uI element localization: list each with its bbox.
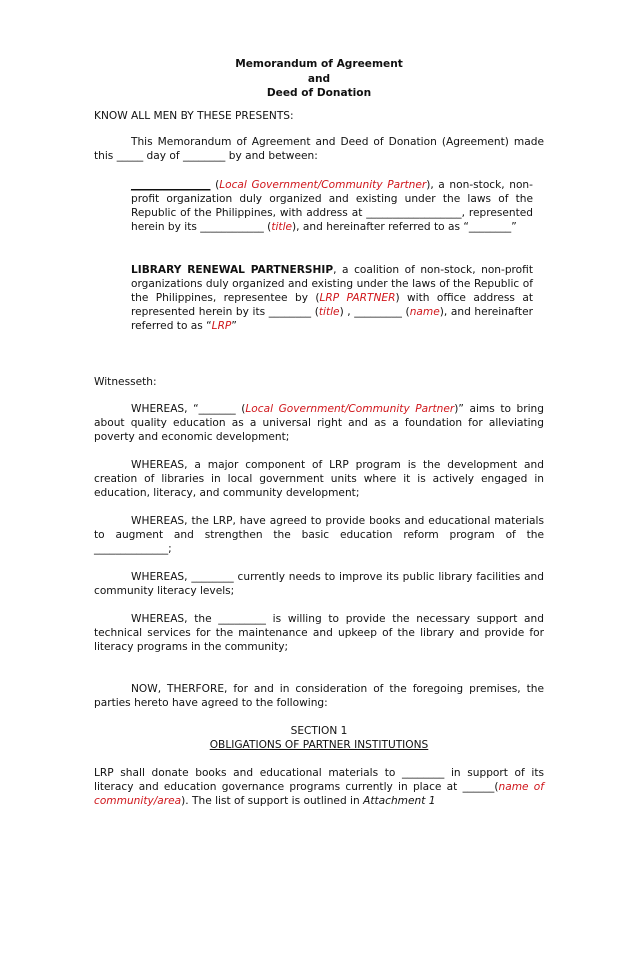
intro-paragraph	[94, 135, 544, 163]
attachment-reference: Attachment 1	[363, 794, 436, 807]
whereas1-text-1: WHEREAS, “_______ (	[131, 402, 246, 415]
section-1-body	[94, 766, 544, 808]
party2-text-5: ”	[231, 319, 237, 332]
document-title	[94, 57, 544, 101]
know-all-heading: KNOW ALL MEN BY THESE PRESENTS:	[94, 109, 294, 122]
party2-red-partner: LRP PARTNER	[319, 291, 396, 304]
party1-open: (	[210, 178, 220, 191]
title-line-2: and	[307, 72, 331, 85]
whereas1-red-partner: Local Government/Community Partner	[245, 402, 455, 415]
title-line-3: Deed of Donation	[266, 87, 372, 99]
section1-red-community: name of community/area	[94, 780, 544, 807]
witnesseth-heading: Witnesseth:	[94, 375, 157, 388]
section1-text-1: LRP shall donate books and educational materials to ________ in support of its literacy and education governance programs currently in place at ______(	[94, 766, 544, 793]
whereas-4: WHEREAS, ________ currently needs to improve its public library facilities and community literacy levels;	[94, 570, 544, 597]
party2-red-title: title	[318, 305, 340, 318]
party1-blank: _______________	[131, 178, 211, 191]
party1-red-title: title	[271, 220, 293, 233]
section-1-subheading: OBLIGATIONS OF PARTNER INSTITUTIONS	[209, 738, 429, 751]
party2-paragraph	[131, 263, 533, 333]
party2-name: LIBRARY RENEWAL PARTNERSHIP	[131, 263, 334, 276]
party1-paragraph	[131, 178, 533, 234]
party2-text-2: ) with office address at represented herein by its ________ (	[131, 291, 533, 318]
section1-text-2: ). The list of support is outlined in	[181, 794, 364, 807]
whereas-3: WHEREAS, the LRP, have agreed to provide books and educational materials to augment and strengthen the basic education reform program of the ______________;	[94, 514, 544, 555]
party2-red-lrp: LRP	[211, 319, 232, 332]
now-therefore-paragraph: NOW, THERFORE, for and in consideration of the foregoing premises, the parties hereto have agreed to the following:	[94, 682, 544, 709]
whereas1-text-2: )” aims to bring about quality education as a universal right and as a foundation for alleviating poverty and economic development;	[94, 402, 544, 443]
whereas-5: WHEREAS, the _________ is willing to provide the necessary support and technical services for the maintenance and upkeep of the library and provide for literacy programs in the community;	[94, 612, 544, 653]
title-line-1: Memorandum of Agreement	[235, 58, 403, 70]
party2-red-name: name	[409, 305, 440, 318]
party2-text-3: ) , _________ (	[339, 305, 410, 318]
section-1-heading: SECTION 1	[290, 724, 348, 737]
party2-text-1: , a coalition of non-stock, non-profit organizations duly organized and existing under the laws of the Republic of the Philippines, representee by (	[131, 263, 533, 304]
whereas-1	[94, 402, 544, 444]
whereas-2: WHEREAS, a major component of LRP program is the development and creation of libraries in local government units where it is actively engaged in education, literacy, and community development;	[94, 458, 544, 499]
party2-text-4: ), and hereinafter referred to as “	[131, 305, 533, 332]
party1-red-partner: Local Government/Community Partner	[219, 178, 427, 191]
document-page	[94, 57, 544, 808]
party1-text-1: ), a non-stock, non-profit organization duly organized and existing under the laws of the Republic of the Philippines, with address at __________________, represented herein by its ____________ (	[131, 178, 533, 233]
party1-text-2: ), and hereinafter referred to as “________”	[292, 220, 517, 233]
intro-text: This Memorandum of Agreement and Deed of Donation (Agreement) made this _____ day of ________ by and between:	[94, 135, 544, 162]
